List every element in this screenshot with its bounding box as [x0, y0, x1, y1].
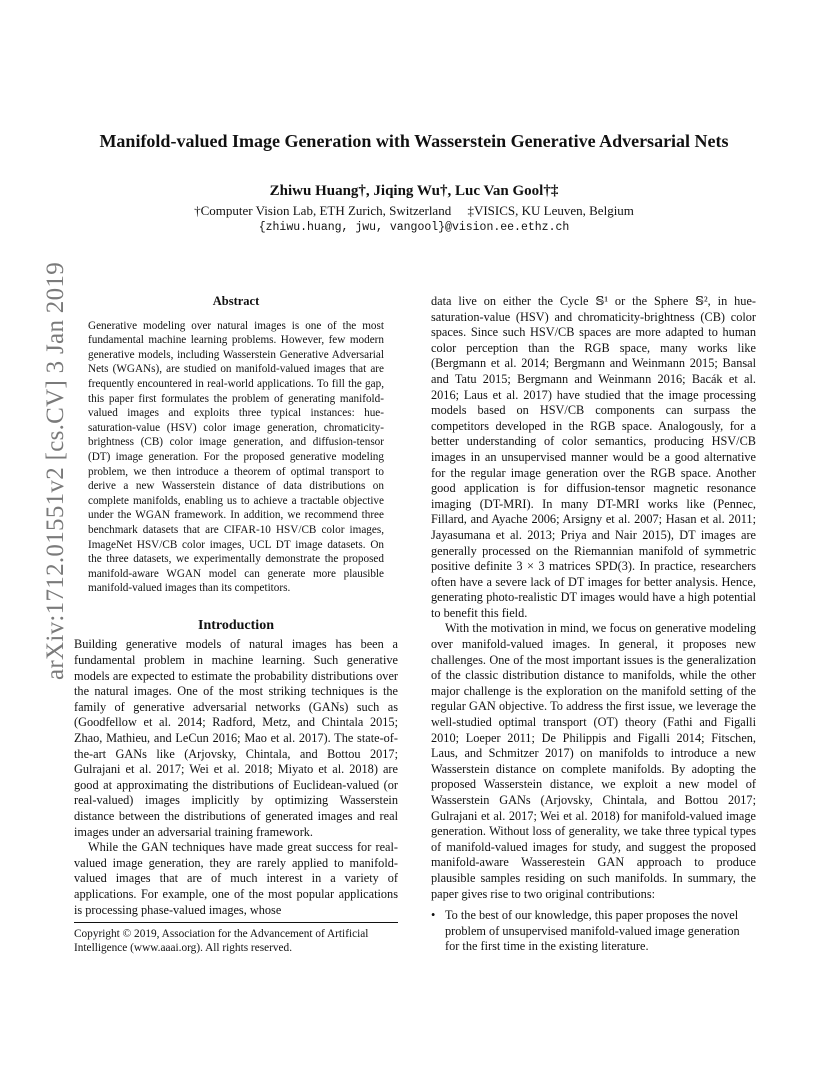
intro-paragraph-2: While the GAN techniques have made great success for real-valued image generation, they are rarely applied to manifold-valued images that are of much interest in a variety of applications. For example, one of the most popular applications is processing phase-valued images, whose — [74, 840, 398, 917]
intro-paragraph-1: Building generative models of natural images has been a fundamental problem in machine learning. Such generative models are expected to estimate the probability distributions over the natural images. One of the most striking techniques is the family of generative adversarial networks (GANs) such as (Goodfellow et al. 2014; Radford, Metz, and Chintala 2015; Zhao, Mathieu, and LeCun 2016; Mao et al. 2017). The state-of-the-art GANs like (Arjovsky, Chintala, and Bottou 2017; Gulrajani et al. 2017; Wei et al. 2018; Miyato et al. 2018) are good at approximating the distributions of Euclidean-valued (or real-valued) images implicitly by optimizing Wasserstein distance between the distributions of generated images and real images under an adversarial training framework. — [74, 637, 398, 839]
author-emails: {zhiwu.huang, jwu, vangool}@vision.ee.ethz.ch — [258, 221, 570, 234]
contribution-list-item — [431, 908, 756, 955]
left-column — [74, 294, 398, 918]
abstract-text: Generative modeling over natural images is one of the most fundamental machine learning problems. However, few modern generative models, including Wasserstein Generative Adversarial Nets (WGANs), are studied on manifold-valued images that are frequently encountered in real-world applications. To fill the gap, this paper first formulates the problem of generating manifold-valued images and exploits three typical instances: hue-saturation-value (HSV) color image generation, chromaticity-brightness (CB) color image generation, and diffusion-tensor (DT) image generation. For the proposed generative modeling problem, we then introduce a theorem of optimal transport to derive a new Wasserstein distance of data distributions on complete manifolds, enabling us to achieve a tractable objective under the WGAN framework. In addition, we recommend three benchmark datasets that are CIFAR-10 HSV/CB color images, ImageNet HSV/CB color images, UCL DT image datasets. On the three datasets, we experimentally demonstrate the proposed manifold-aware WGAN model can generate more plausible manifold-valued images than its competitors. — [88, 319, 384, 595]
affiliations: †Computer Vision Lab, ETH Zurich, Switzerland ‡VISICS, KU Leuven, Belgium — [194, 203, 634, 218]
right-paragraph-1: data live on either the Cycle 𝕊¹ or the Sphere 𝕊², in hue-saturation-value (HSV) and chromaticity-brightness (CB) color spaces. Since such HSV/CB spaces are more adapted to human color perception than the RGB space, many works like (Bergmann et al. 2014; Bergmann and Weinmann 2015; Bansal and Tatu 2015; Bergmann and Weinmann 2016; Bacák et al. 2016; Laus et al. 2017) have studied that the image processing models based on HSV/CB components can surpass the competitors developed in the RGB space. Analogously, for a better understanding of color semantics, producing HSV/CB images in an unsupervised manner would be a good alternative for the regular image generation over the RGB space. Another good application is for diffusion-tensor magnetic resonance imaging (DT-MRI). In many DT-MRI works like (Pennec, Fillard, and Ayache 2006; Arsigny et al. 2007; Hasan et al. 2011; Jayasumana et al. 2013; Priya and Nair 2015), DT images are generally processed on the Riemannian manifold of symmetric positive definite 3 × 3 matrices SPD(3). In practice, researchers often have a severe lack of DT images for better analysis. Hence, generating photo-realistic DT images would have a high potential to benefit this field. — [431, 294, 756, 620]
abstract-heading: Abstract — [212, 294, 260, 308]
paper-title: Manifold-valued Image Generation with Wasserstein Generative Adversarial Nets — [99, 131, 729, 151]
bullet-icon: • — [431, 908, 436, 923]
introduction-heading: Introduction — [198, 617, 274, 633]
contribution-text: To the best of our knowledge, this paper proposes the novel problem of unsupervised manifold-valued image generation for the first time in the existing literature. — [445, 908, 740, 954]
author-list: Zhiwu Huang†, Jiqing Wu†, Luc Van Gool†‡ — [269, 183, 559, 199]
right-column — [431, 294, 756, 955]
copyright-notice: Copyright © 2019, Association for the Advancement of Artificial Intelligence (www.aaai.org). All rights reserved. — [74, 922, 398, 956]
right-paragraph-2: With the motivation in mind, we focus on generative modeling over manifold-valued images. In general, it proposes new challenges. One of the most important issues is the generalization of the classic distribution distance to manifolds, while the other major challenge is the exploration on the manifold setting of the regular GAN objective. To address the first issue, we leverage the well-studied optimal transport (OT) theory (Fathi and Figalli 2010; Loeper 2011; De Philippis and Figalli 2014; Fitschen, Laus, and Schmitzer 2017) on manifolds to introduce a new Wasserstein distance on complete manifolds. By adopting the proposed Wasserstein distance, we exploit a new model of Wasserstein GANs (Arjovsky, Chintala, and Bottou 2017; Gulrajani et al. 2017; Wei et al. 2018) for manifold-valued image generation. Without loss of generality, we take three typical types of manifold-valued images for study, and suggest the proposed manifold-aware Wasserestein GAN approach to produce plausible samples residing on such manifolds. In summary, the paper gives rise to two original contributions: — [431, 621, 756, 901]
arxiv-watermark — [30, 262, 69, 680]
arxiv-id: arXiv:1712.01551v2 [cs.CV] 3 Jan 2019 — [42, 262, 69, 680]
